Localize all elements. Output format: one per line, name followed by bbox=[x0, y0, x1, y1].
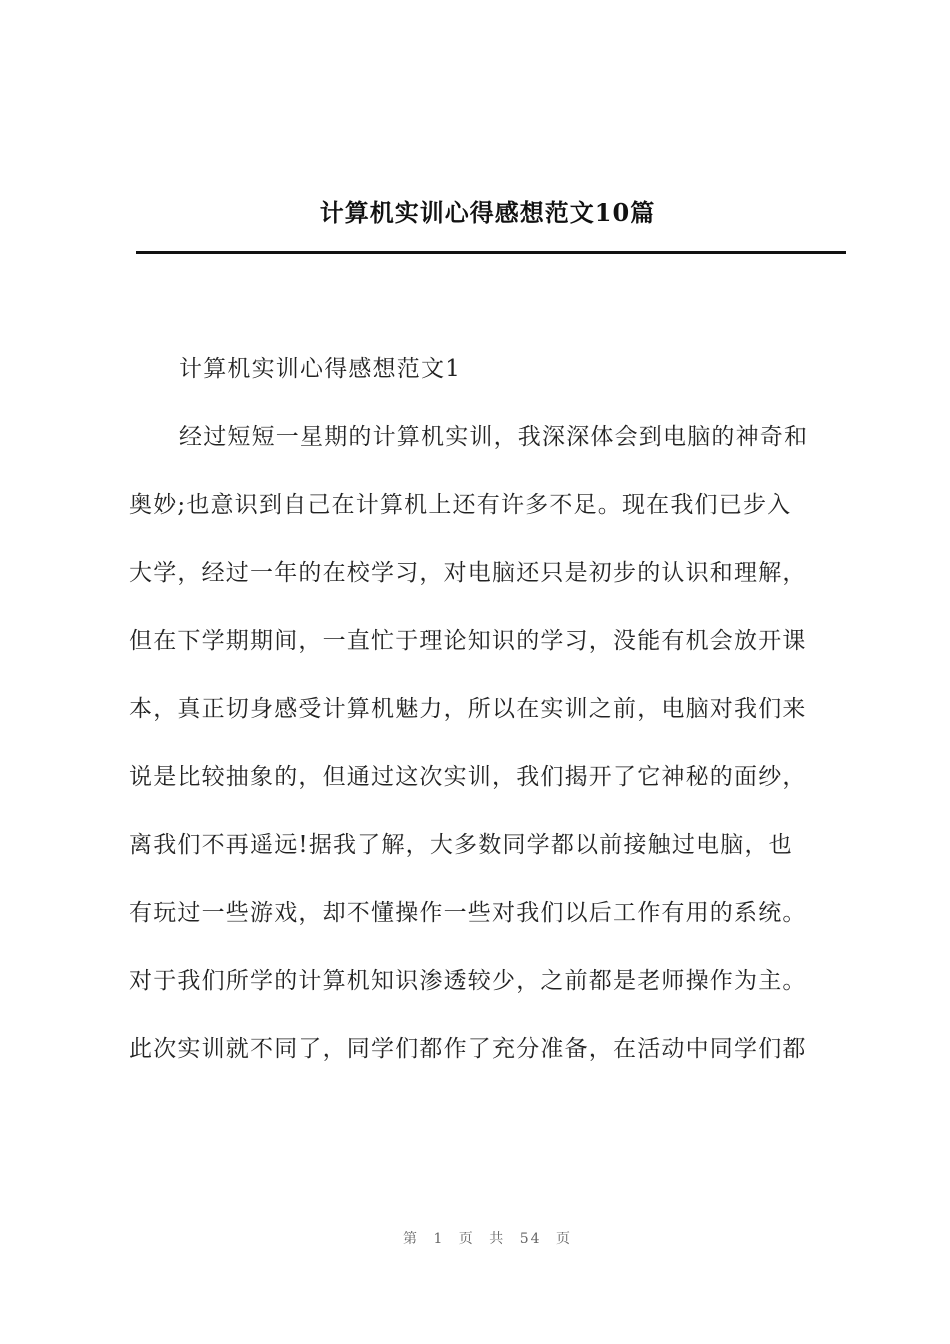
page-number-footer: 第 1 页 共 54 页 bbox=[403, 1231, 572, 1247]
paragraph-line: 说是比较抽象的，但通过这次实训，我们揭开了它神秘的面纱， bbox=[129, 764, 807, 790]
paragraph-line: 奥妙;也意识到自己在计算机上还有许多不足。现在我们已步入 bbox=[129, 492, 792, 518]
document-body bbox=[129, 335, 849, 1083]
paragraph-line: 离我们不再遥远!据我了解，大多数同学都以前接触过电脑，也 bbox=[129, 832, 793, 858]
title-underline-rule bbox=[136, 251, 846, 254]
paragraph-line: 对于我们所学的计算机知识渗透较少，之前都是老师操作为主。 bbox=[129, 968, 807, 994]
paragraph-line: 有玩过一些游戏，却不懂操作一些对我们以后工作有用的系统。 bbox=[129, 900, 807, 926]
paragraph-line: 经过短短一星期的计算机实训，我深深体会到电脑的神奇和 bbox=[179, 424, 809, 450]
paragraph-line: 但在下学期期间，一直忙于理论知识的学习，没能有机会放开课 bbox=[129, 628, 807, 654]
paragraph-line: 此次实训就不同了，同学们都作了充分准备，在活动中同学们都 bbox=[129, 1036, 807, 1062]
paragraph-line: 大学，经过一年的在校学习，对电脑还只是初步的认识和理解， bbox=[129, 560, 807, 586]
paragraph-line: 本，真正切身感受计算机魅力，所以在实训之前，电脑对我们来 bbox=[129, 696, 807, 722]
section-heading: 计算机实训心得感想范文1 bbox=[179, 356, 462, 382]
document-title: 计算机实训心得感想范文10篇 bbox=[319, 198, 656, 227]
